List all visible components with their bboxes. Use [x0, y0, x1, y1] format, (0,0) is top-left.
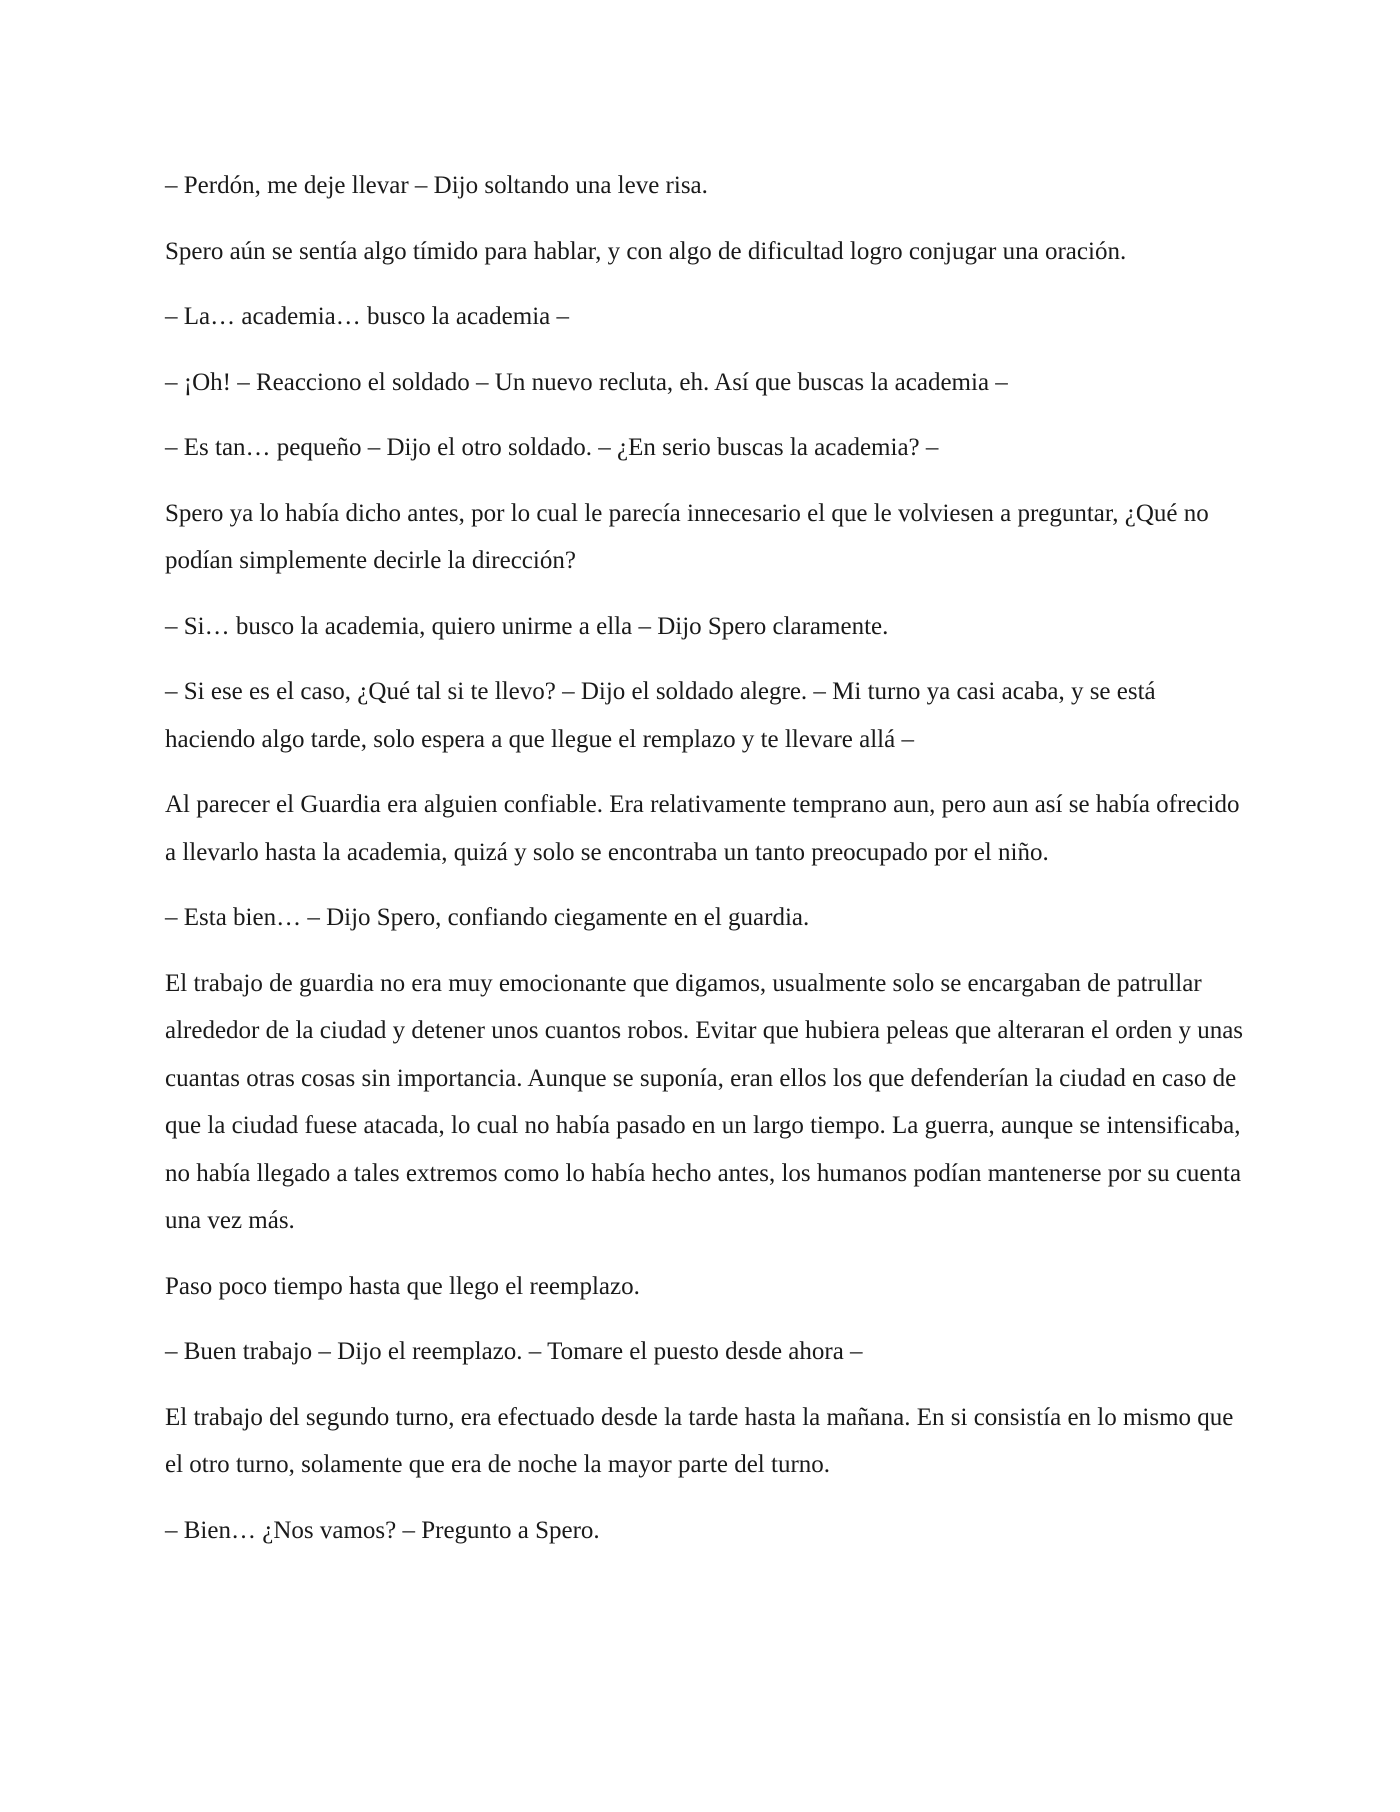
paragraph: – Si ese es el caso, ¿Qué tal si te llevo? – Dijo el soldado alegre. – Mi turno ya casi acaba, y se está haciendo algo tarde, solo espera a que llegue el remplazo y te llevare allá –: [165, 678, 1156, 753]
paragraph: Spero aún se sentía algo tímido para hablar, y con algo de dificultad logro conjugar una oración.: [165, 237, 1127, 265]
paragraph: – Bien… ¿Nos vamos? – Pregunto a Spero.: [165, 1516, 600, 1544]
paragraph: – Es tan… pequeño – Dijo el otro soldado. – ¿En serio buscas la academia? –: [165, 434, 939, 461]
document-body: [165, 162, 1245, 1572]
paragraph: Paso poco tiempo hasta que llego el reemplazo.: [165, 1272, 640, 1300]
paragraph: Spero ya lo había dicho antes, por lo cual le parecía innecesario el que le volviesen a preguntar, ¿Qué no podían simplemente decirle la dirección?: [165, 499, 1209, 574]
paragraph: El trabajo de guardia no era muy emocionante que digamos, usualmente solo se encargaban de patrullar alrededor de la ciudad y detener unos cuantos robos. Evitar que hubiera peleas que alteraran el orden y unas cuantas otras cosas sin importancia. Aunque se suponía, eran ellos los que defenderían la ciudad en caso de que la ciudad fuese atacada, lo cual no había pasado en un largo tiempo. La guerra, aunque se intensificaba, no había llegado a tales extremos como lo había hecho antes, los humanos podían mantenerse por su cuenta una vez más.: [165, 969, 1244, 1234]
paragraph: – Perdón, me deje llevar – Dijo soltando una leve risa.: [165, 172, 708, 199]
paragraph: – ¡Oh! – Reacciono el soldado – Un nuevo recluta, eh. Así que buscas la academia –: [165, 368, 1008, 396]
paragraph: – La… academia… busco la academia –: [165, 303, 569, 330]
paragraph: – Buen trabajo – Dijo el reemplazo. – Tomare el puesto desde ahora –: [165, 1338, 863, 1365]
paragraph: El trabajo del segundo turno, era efectuado desde la tarde hasta la mañana. En si consistía en lo mismo que el otro turno, solamente que era de noche la mayor parte del turno.: [165, 1403, 1234, 1478]
paragraph: – Si… busco la academia, quiero unirme a ella – Dijo Spero claramente.: [165, 612, 889, 640]
paragraph: Al parecer el Guardia era alguien confiable. Era relativamente temprano aun, pero aun así se había ofrecido a llevarlo hasta la academia, quizá y solo se encontraba un tanto preocupado por el niño.: [165, 791, 1240, 866]
paragraph: – Esta bien… – Dijo Spero, confiando ciegamente en el guardia.: [165, 904, 810, 931]
